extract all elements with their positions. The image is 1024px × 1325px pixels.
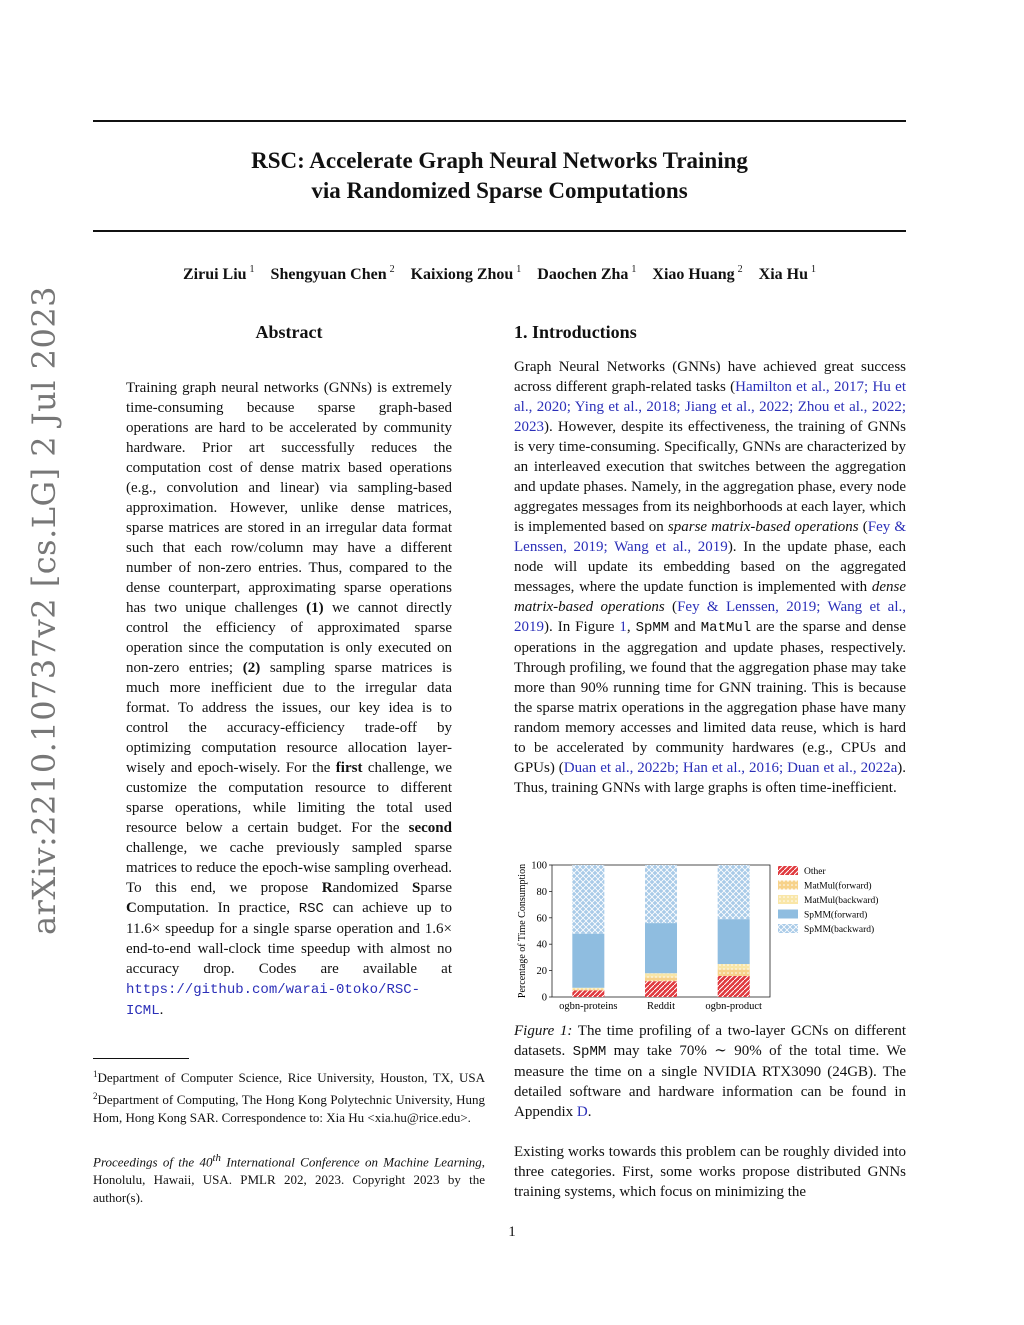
y-axis-label: Percentage of Time Consumption	[517, 863, 528, 999]
code-url-link[interactable]: https://github.com/warai-0toko/RSC-ICML	[126, 982, 421, 1019]
chart-legend	[778, 866, 878, 935]
appendix-ref-link[interactable]: D	[576, 1104, 588, 1120]
legend-swatch	[778, 924, 798, 933]
author: Shengyuan Chen $^2$	[270, 264, 395, 283]
bar-segment	[645, 977, 677, 981]
legend-label: SpMM(forward)	[804, 910, 868, 921]
bar-segment	[572, 990, 604, 997]
bar-segment	[718, 865, 750, 919]
proceedings-note: Proceedings of the 40th International Conference on Machine Learning, Honolulu, Hawaii, USA. PMLR 202, 2023. Copyright 2023 by the author(s).	[93, 1152, 485, 1206]
y-tick-label: 80	[536, 886, 547, 898]
y-tick-label: 40	[536, 939, 547, 951]
title-line-2: via Randomized Sparse Computations	[311, 178, 688, 203]
author: Kaixiong Zhou $^1$	[410, 264, 522, 283]
citation-link[interactable]: Hamilton et al., 2017; Hu et al., 2020; Ying et al., 2018; Jiang et al., 2022; Zhou et al., 2022; 2023	[514, 379, 907, 435]
bar-segment	[572, 989, 604, 990]
legend-label: MatMul(forward)	[804, 881, 872, 892]
figure-caption: Figure 1: The time profiling of a two-layer GCNs on different datasets. SpMM may take 70% ∼ 90% of the total time. We measure the time on a single NVIDIA RTX3090 (24GB). The detailed software and hardware information can be found in Appendix D.	[514, 1023, 907, 1120]
author: Xia Hu $^1$	[758, 264, 817, 283]
bar-segment	[718, 964, 750, 969]
abstract-body: Training graph neural networks (GNNs) is extremely time-consuming because sparse graph-based operations are hard to be accelerated by community hardware. Prior art successfully reduces the computation cost of dense matrix based operations (e.g., convolution and linear) via sampling-based approximation. However, unlike dense matrices, sparse matrices are stored in an irregular data format such that each row/column may have a different number of non-zero entries. Thus, compared to the dense counterpart, approximating sparse operations has two unique challenges (1) we cannot directly control the efficiency of approximated sparse operation since the computation is only executed on non-zero entries; (2) sampling sparse matrices is much more inefficient due to the irregular data format. To address the issues, our key idea is to control the accuracy-efficiency trade-off by optimizing computation resource allocation layer-wisely and epoch-wisely. For the first challenge, we customize the computation resource to different sparse operations, while limiting the total used resource below a certain budget. For the second challenge, we cache previously sampled sparse matrices to reduce the epoch-wise sampling overhead. To this end, we propose Randomized Sparse Computation. In practice, RSC can achieve up to 11.6× speedup for a single sparse operation and 1.6× end-to-end wall-clock time speedup with almost no accuracy drop. Codes are available at https://github.com/warai-0toko/RSC-ICML.	[126, 380, 453, 1019]
page-number: 1	[508, 1224, 516, 1240]
y-tick-label: 100	[531, 860, 547, 872]
title-top-rule	[93, 120, 906, 122]
legend-swatch	[778, 866, 798, 875]
x-tick-label: Reddit	[647, 1001, 675, 1012]
author: Xiao Huang $^2$	[652, 264, 743, 283]
x-tick-label: ogbn-proteins	[559, 1001, 618, 1012]
bar-segment	[645, 865, 677, 923]
y-tick-label: 20	[536, 966, 547, 978]
bar-segment	[645, 973, 677, 977]
author: Zirui Liu $^1$	[182, 264, 255, 283]
citation-link[interactable]: Fey & Lenssen, 2019; Wang et al., 2019	[514, 519, 907, 555]
intro-heading: 1. Introductions	[514, 322, 637, 342]
paper-title	[93, 146, 906, 206]
figure-ref-link[interactable]: 1	[619, 619, 627, 635]
arxiv-stamp: arXiv:2210.10737v2 [cs.LG] 2 Jul 2023	[25, 285, 63, 935]
time-profiling-chart	[514, 855, 906, 1015]
legend-label: Other	[804, 867, 826, 877]
abstract-heading: Abstract	[255, 322, 323, 342]
citation-link[interactable]: Fey & Lenssen, 2019; Wang et al., 2019	[514, 599, 906, 635]
footnote-rule	[93, 1058, 189, 1059]
bar-segment	[718, 976, 750, 997]
legend-swatch	[778, 881, 798, 890]
legend-label: SpMM(backward)	[804, 925, 875, 935]
citation-link[interactable]: Duan et al., 2022b; Han et al., 2016; Duan et al., 2022a	[563, 760, 898, 776]
legend-swatch	[778, 895, 798, 904]
affiliation-footnote: $^1$Department of Computer Science, Rice University, Houston, TX, USA $^2$Department of Computing, The Hong Kong Polytechnic University, Hung Hom, Hong Kong SAR. Correspondence to: Xia Hu <xia.hu@rice.edu>.	[93, 1069, 485, 1125]
y-tick-label: 60	[536, 913, 547, 925]
x-tick-label: ogbn-product	[705, 1001, 762, 1012]
bar-segment	[572, 934, 604, 988]
y-tick-label: 0	[541, 992, 547, 1004]
bar-segment	[645, 923, 677, 973]
bar-segment	[718, 969, 750, 976]
bar-segment	[645, 981, 677, 997]
intro-body: Graph Neural Networks (GNNs) have achieved great success across different graph-related tasks (Hamilton et al., 2017; Hu et al., 2020; Ying et al., 2018; Jiang et al., 2022; Zhou et al., 2022; 2023). However, despite its effectiveness, the training of GNNs is very time-consuming. Specifically, GNNs are characterized by an interleaved execution that switches between the aggregation and update phases. Namely, in the aggregation phase, every node aggregates messages from its neighborhoods at each layer, which is implemented based on sparse matrix-based operations (Fey & Lenssen, 2019; Wang et al., 2019). In the update phase, each node will update its embedding based on the aggregated messages, where the update function is implemented with dense matrix-based operations (Fey & Lenssen, 2019; Wang et al., 2019). In Figure 1, SpMM and MatMul are the sparse and dense operations in the aggregation and update phases, respectively. Through profiling, we found that the aggregation phase may take more than 90% running time for GNN training. This is because the sparse matrix operations in the aggregation phase have many random memory accesses and limited data reuse, which is hard to be accelerated by community hardwares (e.g., CPUs and GPUs) (Duan et al., 2022b; Han et al., 2016; Duan et al., 2022a). Thus, training GNNs with large graphs is often time-inefficient.	[514, 359, 907, 796]
title-line-1: RSC: Accelerate Graph Neural Networks Training	[251, 148, 748, 173]
plot-area	[531, 861, 770, 1013]
title-bottom-rule	[93, 230, 906, 232]
bar-segment	[572, 865, 604, 934]
author: Daochen Zha $^1$	[537, 264, 637, 283]
legend-label: MatMul(backward)	[804, 896, 879, 906]
legend-swatch	[778, 910, 798, 919]
intro-paragraph-2: Existing works towards this problem can be roughly divided into three categories. First, some works propose distributed GNNs training systems, which focus on minimizing the	[514, 1144, 906, 1200]
author-list	[93, 264, 906, 284]
bar-segment	[572, 988, 604, 989]
bar-segment	[718, 919, 750, 964]
